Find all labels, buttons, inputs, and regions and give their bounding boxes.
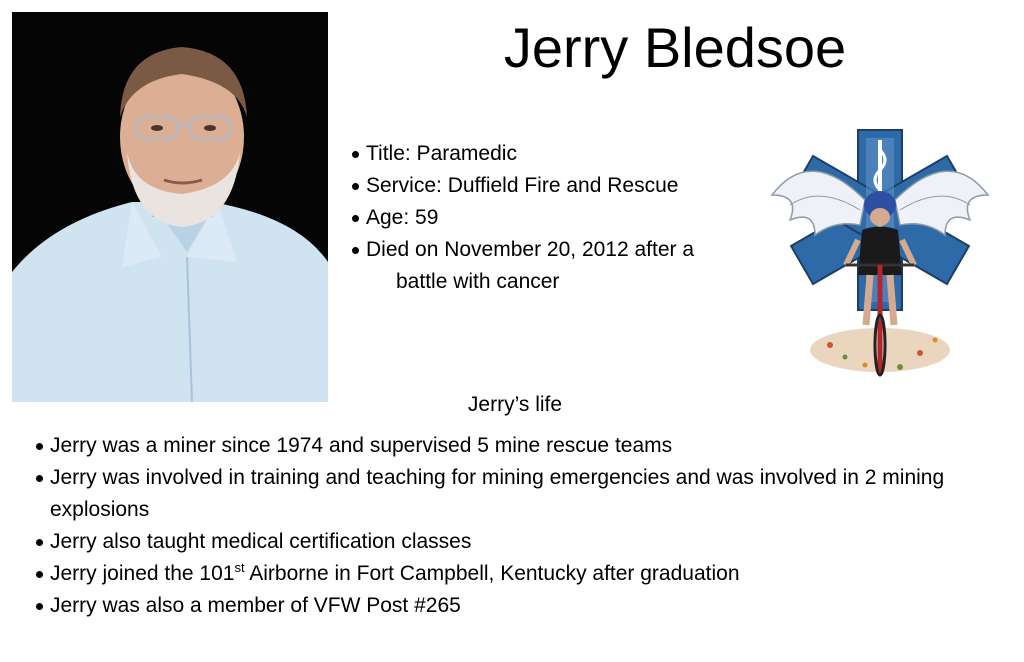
life-item-training: Jerry was involved in training and teaching for mining emergencies and was involved in 2 mining explosions [34,462,994,526]
fact-title: Title: Paramedic [350,138,760,170]
portrait-photo [12,12,328,402]
fact-age: Age: 59 [350,202,760,234]
life-item-miner: Jerry was a miner since 1974 and supervised 5 mine rescue teams [34,430,994,462]
airborne-ordinal: st [234,560,245,575]
fact-service: Service: Duffield Fire and Rescue [350,170,760,202]
life-item-airborne [34,558,994,590]
life-heading: Jerry’s life [467,393,563,416]
life-item-vfw: Jerry was also a member of VFW Post #265 [34,590,994,622]
star-of-life-emblem [770,125,990,385]
portrait-illustration [12,12,328,402]
fact-died-line1: Died on November 20, 2012 after a [366,238,695,261]
airborne-text-before: Jerry joined the 101 [50,562,235,585]
fact-died-line2: battle with cancer [396,270,560,293]
airborne-text-after: Airborne in Fort Campbell, Kentucky after graduation [244,562,740,585]
fact-died [350,234,760,298]
life-item-certification: Jerry also taught medical certification classes [34,526,994,558]
facts-list [350,138,760,298]
life-list [34,430,994,622]
emblem-illustration [770,125,990,385]
name-title: Jerry Bledsoe [503,16,847,79]
